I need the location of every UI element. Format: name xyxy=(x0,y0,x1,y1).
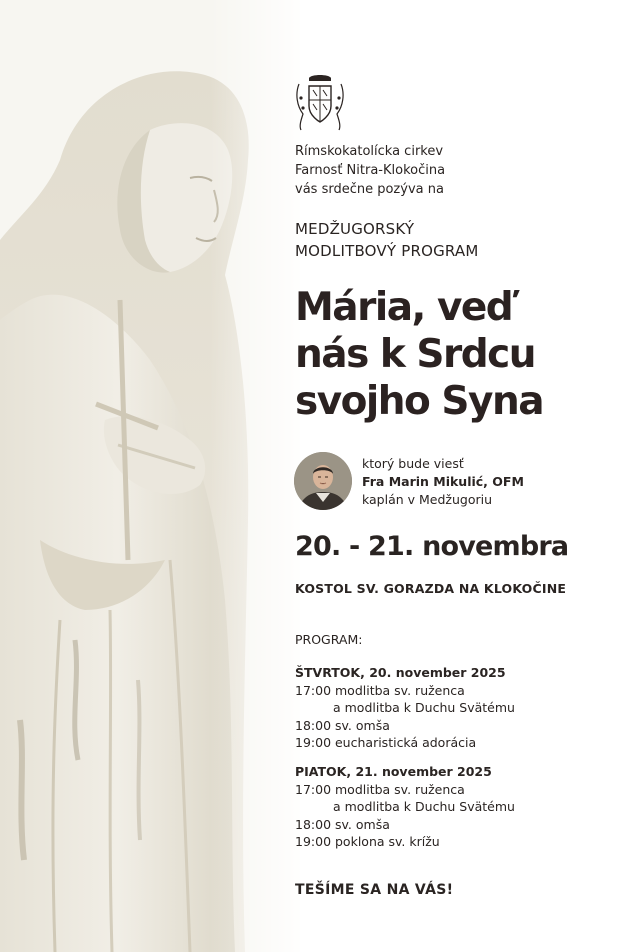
leader-name: Fra Marin Mikulić, OFM xyxy=(362,474,524,489)
title-line: svojho Syna xyxy=(295,379,544,424)
virgin-mary-statue-image xyxy=(0,0,300,952)
event-dates: 20. - 21. novembra xyxy=(295,531,569,562)
schedule-line: a modlitba k Duchu Svätému xyxy=(333,799,515,814)
title-line: Mária, veď xyxy=(295,285,513,330)
program-label: PROGRAM: xyxy=(295,632,363,647)
program-name-line: MODLITBOVÝ PROGRAM xyxy=(295,242,479,260)
event-venue: KOSTOL SV. GORAZDA NA KLOKOČINE xyxy=(295,581,567,596)
leader-role: kaplán v Medžugoriu xyxy=(362,492,493,507)
episcopal-coat-of-arms-icon xyxy=(293,74,347,132)
schedule-line: 17:00 modlitba sv. ruženca xyxy=(295,682,465,698)
leader-intro: ktorý bude viesť xyxy=(362,456,464,471)
invitation-line: Rímskokatolícka cirkev xyxy=(295,144,444,159)
leader-info xyxy=(362,455,524,509)
schedule-line: 18:00 sv. omša xyxy=(295,717,390,733)
invitation-text xyxy=(295,142,445,199)
day-heading: PIATOK, 21. november 2025 xyxy=(295,764,492,779)
schedule-line: 19:00 eucharistická adorácia xyxy=(295,735,477,750)
title-line: nás k Srdcu xyxy=(295,332,536,377)
schedule-line: 17:00 modlitba sv. ruženca xyxy=(295,781,465,797)
invitation-line: vás srdečne pozýva na xyxy=(295,182,444,197)
schedule-line: 18:00 sv. omša xyxy=(295,816,390,832)
closing-text: TEŠÍME SA NA VÁS! xyxy=(295,882,454,898)
priest-portrait-avatar xyxy=(294,452,352,510)
main-title xyxy=(295,284,543,425)
schedule-day-thursday xyxy=(295,664,515,752)
schedule-day-friday xyxy=(295,763,515,851)
invitation-line: Farnosť Nitra-Klokočina xyxy=(295,163,446,178)
schedule-line: 19:00 poklona sv. krížu xyxy=(295,834,440,849)
schedule-line: a modlitba k Duchu Svätému xyxy=(333,700,515,715)
day-heading: ŠTVRTOK, 20. november 2025 xyxy=(295,665,506,680)
program-name xyxy=(295,218,479,262)
program-name-line: MEDŽUGORSKÝ xyxy=(295,220,415,238)
